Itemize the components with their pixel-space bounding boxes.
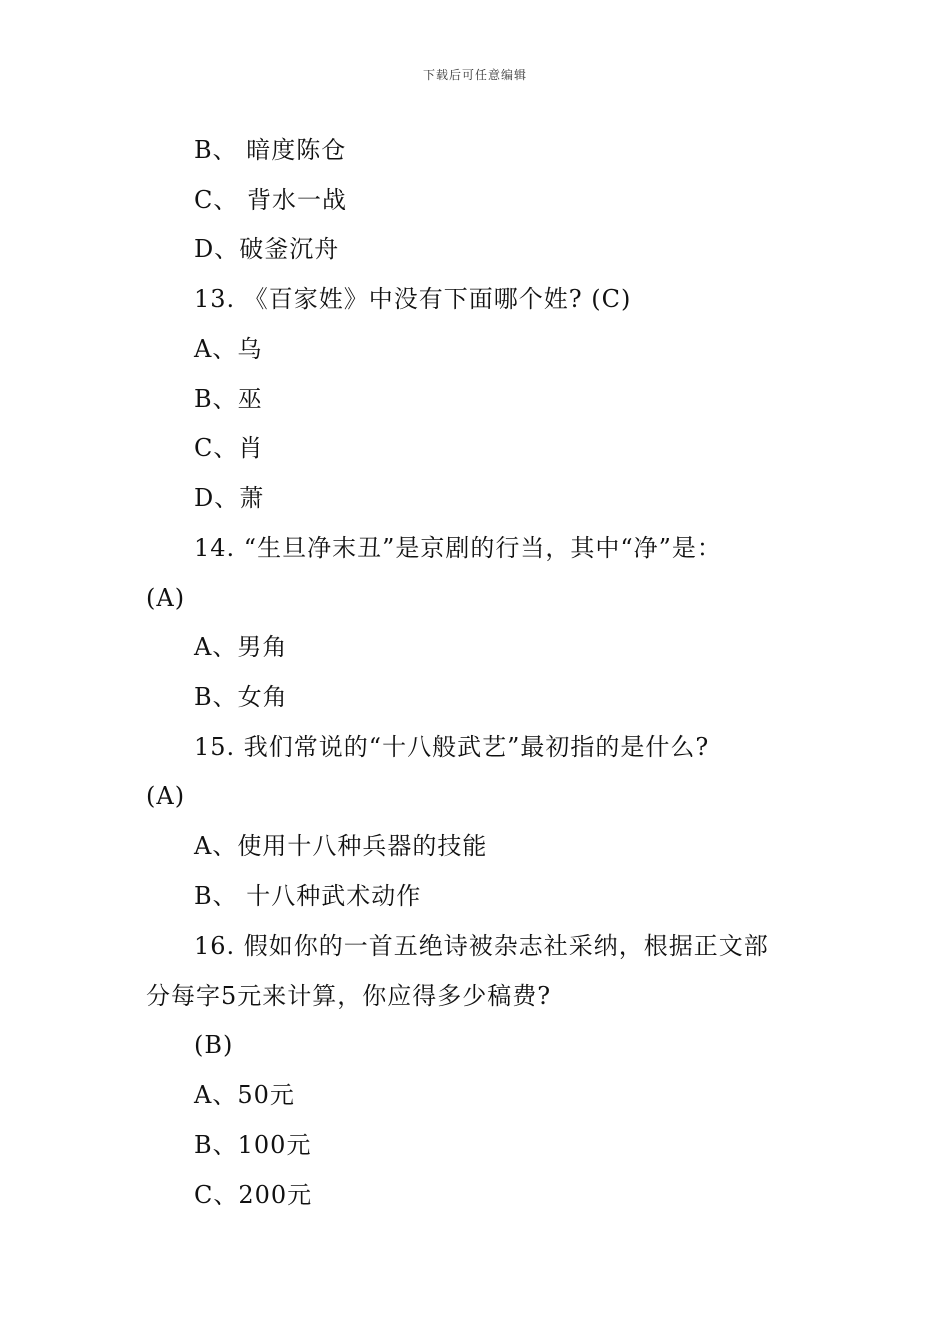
option-a: A、乌 — [194, 335, 263, 363]
option-a: A、男角 — [194, 633, 288, 661]
option-c: C、200元 — [194, 1181, 313, 1209]
answer-15: (A) — [146, 782, 186, 810]
option-d: D、破釜沉舟 — [194, 235, 340, 263]
option-b: B、100元 — [194, 1131, 312, 1159]
option-b: B、女角 — [194, 683, 288, 711]
page-header: 下载后可任意编辑 — [422, 68, 527, 82]
question-16-continued: 分每字5元来计算，你应得多少稿费? — [146, 982, 552, 1010]
option-c: C、肖 — [194, 434, 264, 462]
option-b: B、 暗度陈仓 — [194, 136, 347, 164]
option-b: B、巫 — [194, 385, 263, 413]
question-13: 13. 《百家姓》中没有下面哪个姓? (C) — [194, 285, 632, 313]
option-a: A、使用十八种兵器的技能 — [194, 832, 488, 860]
option-a: A、50元 — [194, 1081, 295, 1109]
option-c: C、 背水一战 — [194, 186, 347, 214]
answer-16: (B) — [194, 1031, 234, 1059]
option-b: B、 十八种武术动作 — [194, 882, 422, 910]
answer-14: (A) — [146, 584, 186, 612]
question-16: 16. 假如你的一首五绝诗被杂志社采纳，根据正文部 — [194, 932, 769, 960]
question-15: 15. 我们常说的“十八般武艺”最初指的是什么? — [194, 733, 710, 761]
question-14: 14. “生旦净末丑”是京剧的行当，其中“净”是： — [194, 534, 722, 562]
option-d: D、萧 — [194, 484, 265, 512]
